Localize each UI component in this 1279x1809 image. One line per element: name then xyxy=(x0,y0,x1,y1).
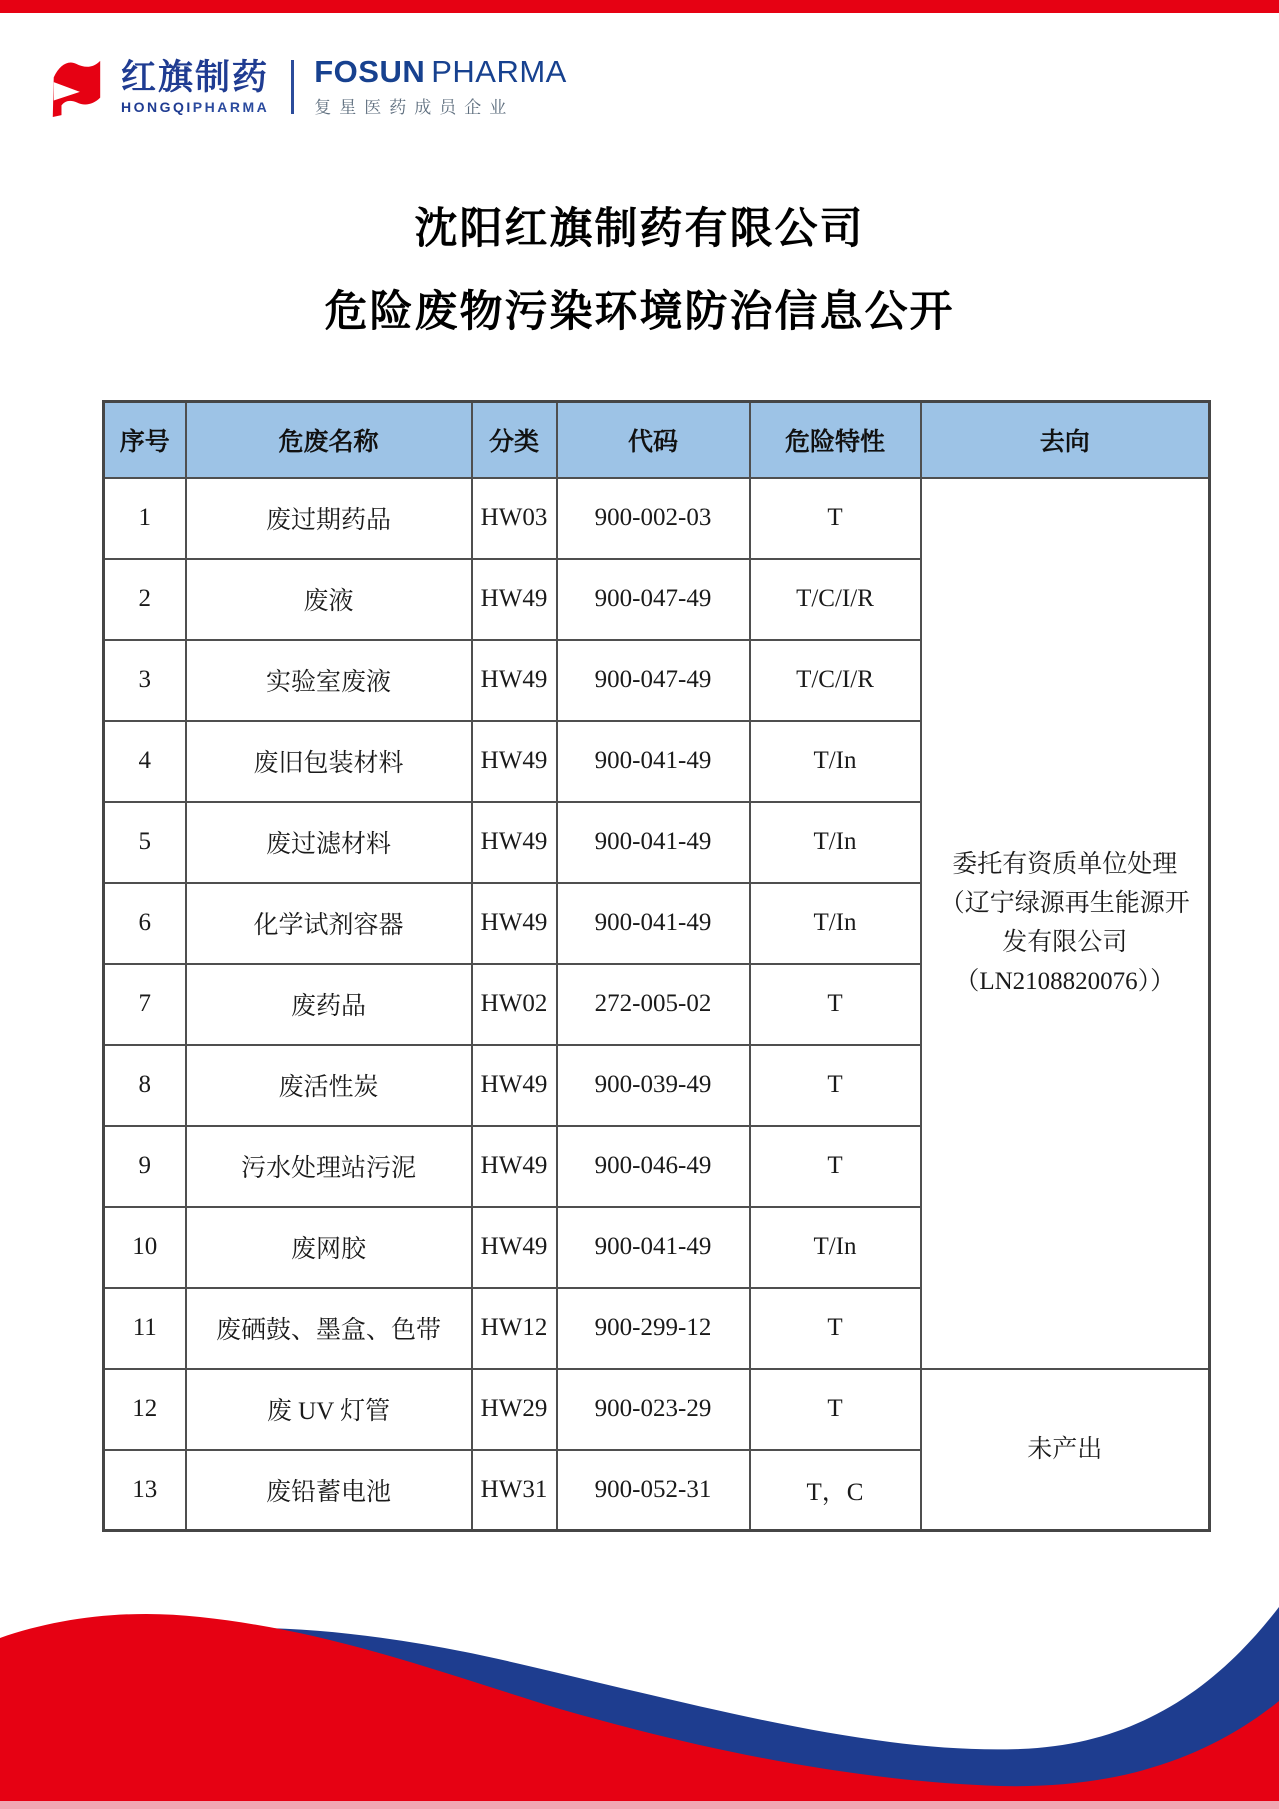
cell-class: HW31 xyxy=(472,1450,557,1531)
cell-class: HW02 xyxy=(472,964,557,1045)
column-header-1: 危废名称 xyxy=(186,402,472,478)
cell-class: HW49 xyxy=(472,802,557,883)
cell-name: 化学试剂容器 xyxy=(186,883,472,964)
table-row xyxy=(104,478,1210,559)
cell-name: 实验室废液 xyxy=(186,640,472,721)
column-header-5: 去向 xyxy=(921,402,1210,478)
fosun-brand-cn: 复星医药成员企业 xyxy=(314,98,515,117)
cell-hazard: T xyxy=(750,1369,921,1450)
cell-class: HW49 xyxy=(472,1126,557,1207)
cell-class: HW49 xyxy=(472,640,557,721)
cell-class: HW49 xyxy=(472,721,557,802)
cell-class: HW49 xyxy=(472,883,557,964)
hongqi-flag-icon xyxy=(45,57,107,117)
table-header-row xyxy=(104,402,1210,478)
cell-code: 900-023-29 xyxy=(557,1369,750,1450)
cell-class: HW29 xyxy=(472,1369,557,1450)
cell-code: 900-046-49 xyxy=(557,1126,750,1207)
cell-serial: 8 xyxy=(104,1045,186,1126)
cell-hazard: T xyxy=(750,1126,921,1207)
hazardous-waste-table xyxy=(102,400,1211,1532)
hongqi-en-bold: HONGQI xyxy=(121,98,193,115)
column-header-2: 分类 xyxy=(472,402,557,478)
footer-pink-strip xyxy=(0,1801,1279,1809)
fosun-en-bold: FOSUN xyxy=(314,54,426,89)
cell-hazard: T/In xyxy=(750,802,921,883)
cell-code: 900-039-49 xyxy=(557,1045,750,1126)
cell-name: 废过期药品 xyxy=(186,478,472,559)
cell-serial: 9 xyxy=(104,1126,186,1207)
cell-code: 900-041-49 xyxy=(557,883,750,964)
destination-line: 委托有资质单位处理 xyxy=(952,851,1178,878)
cell-serial: 7 xyxy=(104,964,186,1045)
cell-code: 900-002-03 xyxy=(557,478,750,559)
cell-hazard: T xyxy=(750,1045,921,1126)
cell-serial: 13 xyxy=(104,1450,186,1531)
cell-serial: 2 xyxy=(104,559,186,640)
cell-code: 900-041-49 xyxy=(557,1207,750,1288)
waste-table-body xyxy=(104,478,1210,1531)
cell-serial: 6 xyxy=(104,883,186,964)
cell-serial: 5 xyxy=(104,802,186,883)
footer-wave-graphic xyxy=(0,1509,1279,1809)
cell-code: 900-041-49 xyxy=(557,802,750,883)
cell-hazard: T/In xyxy=(750,721,921,802)
cell-name: 废药品 xyxy=(186,964,472,1045)
company-logo-row xyxy=(45,56,567,118)
cell-name: 废硒鼓、墨盒、色带 xyxy=(186,1288,472,1369)
cell-class: HW49 xyxy=(472,559,557,640)
cell-hazard: T xyxy=(750,478,921,559)
fosun-en-rest: PHARMA xyxy=(431,54,567,89)
cell-name: 废活性炭 xyxy=(186,1045,472,1126)
top-red-bar xyxy=(0,0,1279,13)
cell-code: 900-047-49 xyxy=(557,559,750,640)
destination-line: 发有限公司 xyxy=(1002,929,1128,956)
cell-code: 900-052-31 xyxy=(557,1450,750,1531)
column-header-0: 序号 xyxy=(104,402,186,478)
hongqi-brand-en xyxy=(121,99,269,115)
cell-hazard: T/In xyxy=(750,883,921,964)
cell-hazard: T xyxy=(750,1288,921,1369)
footer-wave-svg xyxy=(0,1509,1279,1809)
cell-serial: 3 xyxy=(104,640,186,721)
table-row xyxy=(104,1369,1210,1450)
cell-hazard: T xyxy=(750,964,921,1045)
cell-name: 废旧包装材料 xyxy=(186,721,472,802)
destination-cell-contracted xyxy=(921,478,1210,1369)
column-header-3: 代码 xyxy=(557,402,750,478)
cell-code: 900-041-49 xyxy=(557,721,750,802)
cell-hazard: T/In xyxy=(750,1207,921,1288)
cell-serial: 12 xyxy=(104,1369,186,1450)
cell-name: 废铅蓄电池 xyxy=(186,1450,472,1531)
destination-line: （LN2108820076）） xyxy=(954,968,1176,995)
cell-name: 污水处理站污泥 xyxy=(186,1126,472,1207)
cell-code: 900-299-12 xyxy=(557,1288,750,1369)
cell-name: 废网胶 xyxy=(186,1207,472,1288)
cell-class: HW49 xyxy=(472,1045,557,1126)
cell-hazard: T/C/I/R xyxy=(750,640,921,721)
cell-class: HW49 xyxy=(472,1207,557,1288)
hongqi-en-rest: PHARMA xyxy=(192,98,270,115)
cell-serial: 10 xyxy=(104,1207,186,1288)
hongqi-brand-cn: 红旗制药 xyxy=(121,57,270,97)
cell-hazard: T/C/I/R xyxy=(750,559,921,640)
destination-cell-not-produced: 未产出 xyxy=(921,1369,1210,1531)
destination-line: （辽宁绿源再生能源开 xyxy=(939,890,1190,917)
page-title-line1: 沈阳红旗制药有限公司 xyxy=(414,206,865,253)
cell-name: 废 UV 灯管 xyxy=(186,1369,472,1450)
page-title xyxy=(0,188,1279,354)
cell-code: 272-005-02 xyxy=(557,964,750,1045)
column-header-4: 危险特性 xyxy=(750,402,921,478)
fosun-brand-en xyxy=(314,56,567,88)
page-title-line2: 危险废物污染环境防治信息公开 xyxy=(324,289,955,336)
fosun-brand-block xyxy=(314,56,567,118)
cell-serial: 11 xyxy=(104,1288,186,1369)
cell-class: HW12 xyxy=(472,1288,557,1369)
cell-serial: 4 xyxy=(104,721,186,802)
cell-hazard: T，C xyxy=(750,1450,921,1531)
cell-name: 废过滤材料 xyxy=(186,802,472,883)
logo-divider xyxy=(291,60,294,114)
cell-code: 900-047-49 xyxy=(557,640,750,721)
cell-class: HW03 xyxy=(472,478,557,559)
cell-name: 废液 xyxy=(186,559,472,640)
hongqi-brand-block xyxy=(121,57,270,115)
cell-serial: 1 xyxy=(104,478,186,559)
